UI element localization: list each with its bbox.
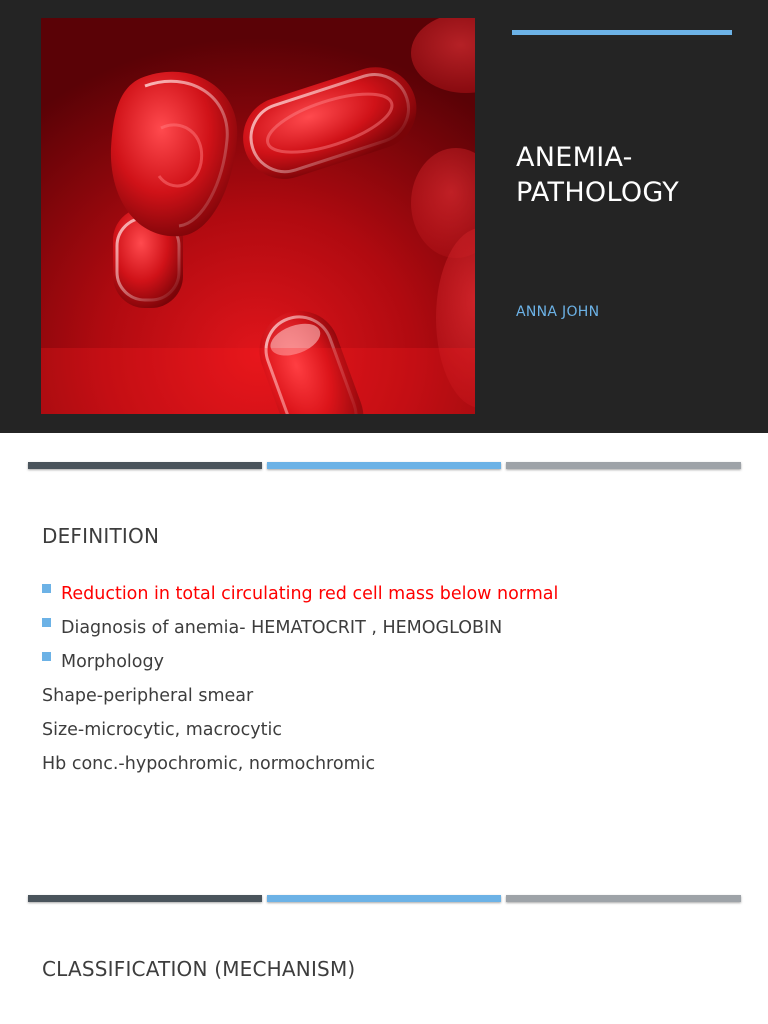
accent-strip-slide-3 [28, 895, 741, 902]
title-line-2: PATHOLOGY [516, 177, 680, 208]
list-item [42, 684, 742, 718]
square-bullet-icon [42, 652, 51, 661]
presentation-title [516, 140, 756, 210]
accent-segment-dark [28, 895, 262, 902]
accent-segment-blue [267, 462, 501, 469]
title-slide [0, 0, 768, 433]
definition-heading: DEFINITION [42, 524, 160, 548]
list-item-text: Diagnosis of anemia- HEMATOCRIT , HEMOGLOBIN [61, 618, 503, 638]
classification-heading: CLASSIFICATION (MECHANISM) [42, 957, 356, 981]
definition-list [42, 582, 742, 786]
square-bullet-icon [42, 618, 51, 627]
accent-segment-gray [506, 462, 741, 469]
list-item-text: Hb conc.-hypochromic, normochromic [42, 754, 376, 774]
list-item-text: Shape-peripheral smear [42, 686, 254, 706]
list-item [42, 718, 742, 752]
list-item-text: Size-microcytic, macrocytic [42, 720, 282, 740]
accent-strip-slide-2 [28, 462, 741, 469]
accent-segment-blue [267, 895, 501, 902]
red-blood-cells-image [41, 18, 475, 414]
presentation-author: ANNA JOHN [516, 304, 600, 320]
title-line-1: ANEMIA- [516, 142, 633, 173]
list-item-text: Morphology [61, 652, 164, 672]
square-bullet-icon [42, 584, 51, 593]
list-item [42, 582, 742, 616]
list-item [42, 752, 742, 786]
title-accent-bar [512, 30, 732, 35]
list-item [42, 616, 742, 650]
list-item-text: Reduction in total circulating red cell mass below normal [61, 584, 559, 604]
list-item [42, 650, 742, 684]
accent-segment-gray [506, 895, 741, 902]
accent-segment-dark [28, 462, 262, 469]
